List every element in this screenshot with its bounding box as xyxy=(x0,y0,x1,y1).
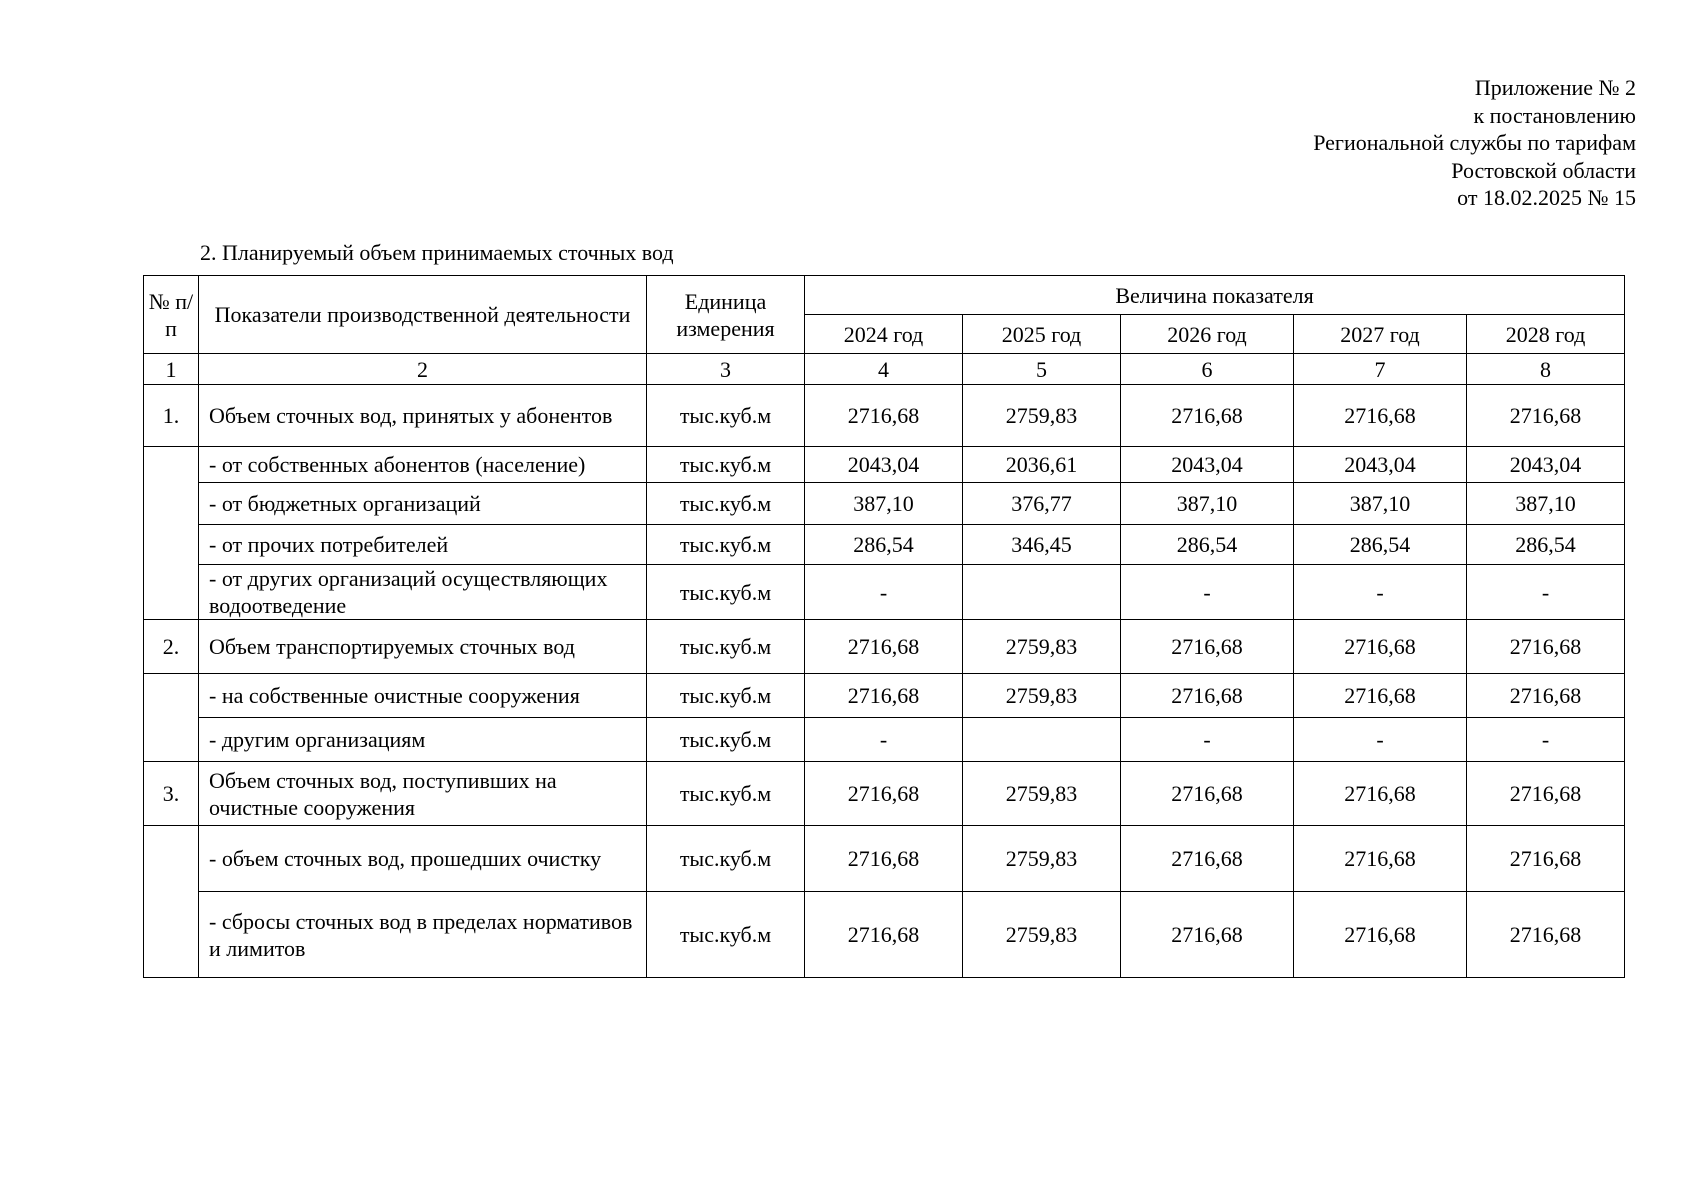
value-cell: 2716,68 xyxy=(1121,385,1294,447)
value-cell: 2759,83 xyxy=(963,762,1121,826)
column-number-row xyxy=(144,354,1625,385)
appendix-header xyxy=(1313,74,1636,212)
row-number-cell: 1. xyxy=(144,385,199,447)
col-header-indicator: Показатели производственной деятельности xyxy=(199,276,647,354)
header-line-resolution: к постановлению xyxy=(1473,102,1636,128)
value-cell: - xyxy=(805,565,963,620)
col-header-year: 2027 год xyxy=(1294,315,1467,354)
table-row xyxy=(144,385,1625,447)
table-row xyxy=(144,620,1625,674)
col-header-year: 2025 год xyxy=(963,315,1121,354)
column-number: 1 xyxy=(144,354,199,385)
header-line-date: от 18.02.2025 № 15 xyxy=(1457,185,1636,210)
unit-cell: тыс.куб.м xyxy=(647,620,805,674)
header-line-appendix: Приложение № 2 xyxy=(1474,75,1636,100)
value-cell: 286,54 xyxy=(1121,525,1294,565)
value-cell: 2043,04 xyxy=(1467,447,1625,483)
unit-cell: тыс.куб.м xyxy=(647,674,805,718)
col-header-value-group: Величина показателя xyxy=(805,276,1625,315)
indicator-cell: - на собственные очистные сооружения xyxy=(199,674,647,718)
table-row xyxy=(144,565,1625,620)
value-cell: 346,45 xyxy=(963,525,1121,565)
value-cell: 2043,04 xyxy=(1294,447,1467,483)
value-cell: 2759,83 xyxy=(963,620,1121,674)
value-cell: 2716,68 xyxy=(805,892,963,978)
header-line-region: Ростовской области xyxy=(1451,157,1636,183)
value-cell: 387,10 xyxy=(805,483,963,525)
value-cell: 2043,04 xyxy=(1121,447,1294,483)
value-cell: 2716,68 xyxy=(1294,892,1467,978)
value-cell: - xyxy=(1467,718,1625,762)
unit-cell: тыс.куб.м xyxy=(647,718,805,762)
value-cell: 2759,83 xyxy=(963,674,1121,718)
column-number: 5 xyxy=(963,354,1121,385)
value-cell: 286,54 xyxy=(805,525,963,565)
column-number: 3 xyxy=(647,354,805,385)
col-header-year: 2028 год xyxy=(1467,315,1625,354)
col-header-year: 2026 год xyxy=(1121,315,1294,354)
unit-cell: тыс.куб.м xyxy=(647,385,805,447)
table-row xyxy=(144,525,1625,565)
column-number: 2 xyxy=(199,354,647,385)
indicator-cell: Объем сточных вод, принятых у абонентов xyxy=(199,385,647,447)
table-row xyxy=(144,826,1625,892)
value-cell xyxy=(963,565,1121,620)
value-cell: 2716,68 xyxy=(1467,762,1625,826)
value-cell: 2716,68 xyxy=(1294,385,1467,447)
value-cell: 2716,68 xyxy=(1121,892,1294,978)
value-cell: 2716,68 xyxy=(1294,620,1467,674)
value-cell: - xyxy=(1467,565,1625,620)
value-cell: 2716,68 xyxy=(1294,826,1467,892)
indicator-cell: - от других организаций осуществляющих водоотведение xyxy=(199,565,647,620)
indicator-cell: - сбросы сточных вод в пределах нормативов и лимитов xyxy=(199,892,647,978)
indicator-cell: - от прочих потребителей xyxy=(199,525,647,565)
value-cell: 2759,83 xyxy=(963,826,1121,892)
indicator-cell: - от бюджетных организаций xyxy=(199,483,647,525)
column-number: 7 xyxy=(1294,354,1467,385)
unit-cell: тыс.куб.м xyxy=(647,447,805,483)
table-row xyxy=(144,447,1625,483)
unit-cell: тыс.куб.м xyxy=(647,762,805,826)
row-number-cell xyxy=(144,674,199,762)
unit-cell: тыс.куб.м xyxy=(647,483,805,525)
value-cell: 2716,68 xyxy=(1294,674,1467,718)
value-cell: - xyxy=(1294,565,1467,620)
value-cell: 2716,68 xyxy=(1467,385,1625,447)
value-cell: 387,10 xyxy=(1467,483,1625,525)
value-cell: 2716,68 xyxy=(1467,620,1625,674)
value-cell: 2036,61 xyxy=(963,447,1121,483)
value-cell: 2043,04 xyxy=(805,447,963,483)
unit-cell: тыс.куб.м xyxy=(647,525,805,565)
col-header-year: 2024 год xyxy=(805,315,963,354)
unit-cell: тыс.куб.м xyxy=(647,826,805,892)
col-header-unit: Единица измерения xyxy=(647,276,805,354)
indicator-cell: Объем транспортируемых сточных вод xyxy=(199,620,647,674)
value-cell: 376,77 xyxy=(963,483,1121,525)
value-cell: - xyxy=(1294,718,1467,762)
value-cell: - xyxy=(1121,718,1294,762)
column-number: 4 xyxy=(805,354,963,385)
value-cell: 2716,68 xyxy=(1121,674,1294,718)
indicator-cell: Объем сточных вод, поступивших на очистные сооружения xyxy=(199,762,647,826)
value-cell: 2759,83 xyxy=(963,385,1121,447)
value-cell: 2716,68 xyxy=(1467,826,1625,892)
value-cell: 387,10 xyxy=(1294,483,1467,525)
value-cell: 286,54 xyxy=(1467,525,1625,565)
row-number-cell: 3. xyxy=(144,762,199,826)
value-cell: 387,10 xyxy=(1121,483,1294,525)
table-header-row xyxy=(144,276,1625,315)
value-cell: 2716,68 xyxy=(1294,762,1467,826)
table-row xyxy=(144,718,1625,762)
value-cell: 2716,68 xyxy=(805,762,963,826)
indicator-cell: - другим организациям xyxy=(199,718,647,762)
column-number: 6 xyxy=(1121,354,1294,385)
indicator-cell: - от собственных абонентов (население) xyxy=(199,447,647,483)
table-row xyxy=(144,892,1625,978)
table-row xyxy=(144,674,1625,718)
indicator-cell: - объем сточных вод, прошедших очистку xyxy=(199,826,647,892)
col-header-no: № п/п xyxy=(144,276,199,354)
value-cell xyxy=(963,718,1121,762)
value-cell: - xyxy=(1121,565,1294,620)
header-line-service: Региональной службы по тарифам xyxy=(1313,130,1636,155)
value-cell: 2716,68 xyxy=(1121,826,1294,892)
value-cell: 2716,68 xyxy=(805,385,963,447)
table-row xyxy=(144,762,1625,826)
row-number-cell: 2. xyxy=(144,620,199,674)
value-cell: 2759,83 xyxy=(963,892,1121,978)
value-cell: 2716,68 xyxy=(1467,892,1625,978)
unit-cell: тыс.куб.м xyxy=(647,565,805,620)
row-number-cell xyxy=(144,447,199,620)
value-cell: - xyxy=(805,718,963,762)
value-cell: 2716,68 xyxy=(1121,620,1294,674)
value-cell: 286,54 xyxy=(1294,525,1467,565)
row-number-cell xyxy=(144,826,199,978)
value-cell: 2716,68 xyxy=(805,674,963,718)
value-cell: 2716,68 xyxy=(805,826,963,892)
value-cell: 2716,68 xyxy=(1121,762,1294,826)
column-number: 8 xyxy=(1467,354,1625,385)
unit-cell: тыс.куб.м xyxy=(647,892,805,978)
value-cell: 2716,68 xyxy=(1467,674,1625,718)
section-title: 2. Планируемый объем принимаемых сточных вод xyxy=(200,240,674,265)
value-cell: 2716,68 xyxy=(805,620,963,674)
table-row xyxy=(144,483,1625,525)
wastewater-volume-table xyxy=(143,275,1625,978)
